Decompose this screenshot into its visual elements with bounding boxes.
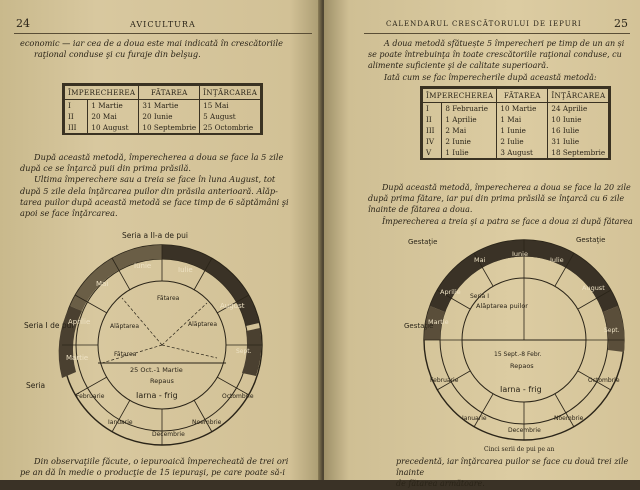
table-header: FĂTAREA — [497, 89, 548, 103]
phase-label: Fătarea — [157, 295, 180, 302]
text-line: raţional conduse şi cu furaje din belşug. — [34, 49, 201, 60]
table-cell: 1 Martie — [88, 100, 139, 112]
table-cell: III — [423, 125, 442, 136]
month-label: Iulie — [178, 266, 193, 274]
series-label: Seria — [26, 381, 46, 390]
table-cell: I — [65, 100, 88, 112]
month-label: Aprilie — [440, 288, 461, 296]
table-row — [65, 100, 261, 112]
table-cell: 10 August — [88, 122, 139, 133]
month-label: Decembrie — [508, 427, 541, 434]
table-cell: 5 August — [200, 111, 261, 122]
gestation-label: Gestaţie — [576, 236, 606, 244]
table-cell: 1 Iulie — [442, 147, 497, 158]
text-line: precedentă, iar înţărcarea puilor se face cu două trei zile înainte — [396, 457, 629, 478]
table-cell: 2 Iunie — [442, 136, 497, 147]
diagram-caption: Cinci serii de pui pe an — [484, 446, 555, 453]
repaus-dates: 25 Oct.-1 Martie — [130, 366, 183, 374]
text-line: tarea puilor după această metodă se face timp de 6 săptămâni şi — [20, 196, 289, 207]
table-cell: 10 Septembrie — [139, 122, 200, 133]
right-breeding-diagram — [404, 232, 634, 448]
table-cell: IV — [423, 136, 442, 147]
text-line: economic — iar cea de a doua este mai indicată în crescătoriile — [20, 38, 283, 48]
phase-label: Alăptarea — [110, 323, 139, 330]
table-row — [65, 122, 261, 133]
paragraph-1 — [368, 38, 624, 83]
paragraph-2 — [20, 152, 289, 219]
text-line: după ce se înţarcă puii din prima prăsilă. — [20, 163, 192, 174]
table-cell: III — [65, 122, 88, 133]
right-page — [324, 0, 640, 489]
header-rule — [14, 33, 312, 34]
text-line: apoi se face înţărcarea. — [20, 208, 118, 219]
text-line: pe an dă în medie o producţie de 15 iepuraşi, pe care poate să-i — [20, 467, 285, 478]
mating-table — [420, 86, 611, 160]
repaus-label: Repaos — [510, 362, 534, 370]
phase-label: Fătarea — [114, 351, 137, 358]
table-cell: 16 Iulie — [548, 125, 609, 136]
text-line: Din observaţiile făcute, o iepuroaică împerecheată de trei ori — [34, 456, 289, 466]
table-cell: 1 Iunie — [497, 125, 548, 136]
left-breeding-diagram — [22, 228, 312, 458]
table-cell: II — [423, 114, 442, 125]
phase-label: Alăptarea — [188, 321, 217, 328]
text-line: de fătarea armătoare. — [396, 479, 485, 489]
table-cell: 1 Aprilie — [442, 114, 497, 125]
header-rule — [364, 33, 630, 34]
month-label: Martie — [66, 354, 89, 362]
month-label: Octombrie — [222, 393, 254, 400]
month-label: Februarie — [76, 393, 105, 400]
table-cell: 25 Octombrie — [200, 122, 261, 133]
table-cell: 20 Iunie — [139, 111, 200, 122]
series-label: Seria a II-a de pui — [122, 231, 188, 240]
paragraph-3 — [20, 456, 288, 478]
month-label: Decembrie — [152, 431, 185, 438]
text-line: Împerecherea a treia şi a patra se face a doua zi după fătarea — [382, 216, 633, 226]
table-cell: 31 Iulie — [548, 136, 609, 147]
month-label: Noembrie — [192, 419, 222, 426]
month-label: Iulie — [550, 256, 564, 264]
gestation-label: Gestaţie — [404, 322, 434, 330]
table-cell: II — [65, 111, 88, 122]
page-number: 24 — [16, 17, 30, 30]
table-cell: 1 Mai — [497, 114, 548, 125]
gestation-label: Gestaţie — [408, 238, 438, 246]
table-cell: V — [423, 147, 442, 158]
month-label: Mai — [96, 280, 109, 288]
winter-label: Iarna - frig — [500, 385, 542, 394]
text-line: înainte de fătarea a doua. — [368, 205, 473, 215]
month-label: Iunie — [134, 262, 152, 270]
text-line: după prima fătare, iar pui din prima prăsilă se înţarcă cu 6 zile — [368, 194, 625, 204]
text-line: După această metodă, împerecherea a doua se face la 5 zile — [34, 152, 284, 162]
text-line: Iată cum se fac împerecherile după această metodă: — [384, 72, 597, 82]
table-cell: 15 Mai — [200, 100, 261, 112]
repaus-label: Repaus — [150, 377, 174, 385]
repaus-dates: 15 Sept.-8 Febr. — [494, 351, 542, 358]
phase-label: Alăptarea puilor — [476, 302, 528, 310]
table-row — [423, 103, 609, 115]
month-label: Octombrie — [588, 377, 620, 384]
table-row — [423, 147, 609, 158]
winter-label: Iarna - frig — [136, 391, 178, 400]
running-head: CALENDARUL CRESCĂTORULUI DE IEPURI — [386, 20, 582, 28]
running-head: AVICULTURA — [130, 20, 196, 29]
table-cell: 3 August — [497, 147, 548, 158]
month-label: August — [220, 302, 245, 310]
text-line: Ultima împerechere sau a treia se face în luna August, tot — [34, 174, 276, 185]
table-cell: 10 Martie — [497, 103, 548, 115]
month-label: Iunie — [512, 250, 528, 258]
series-label: Seria I de pui — [24, 321, 74, 330]
table-header: ÎNŢĂRCAREA — [200, 86, 261, 100]
text-line: alimente suficiente şi de calitate superioară. — [368, 61, 549, 71]
paragraph-2 — [368, 182, 633, 227]
month-label: August — [582, 284, 605, 292]
table-cell: 10 Iunie — [548, 114, 609, 125]
table-cell: 2 Iulie — [497, 136, 548, 147]
month-label: Mai — [474, 256, 486, 264]
table-header: ÎMPERECHEREA — [65, 86, 139, 100]
table-row — [423, 125, 609, 136]
table-cell: 24 Aprilie — [548, 103, 609, 115]
table-cell: 31 Martie — [139, 100, 200, 112]
table-cell: I — [423, 103, 442, 115]
month-label: Noembrie — [554, 415, 584, 422]
table-cell: 8 Februarie — [442, 103, 497, 115]
table-row — [423, 136, 609, 147]
phase-label: Seria I — [470, 293, 489, 300]
paragraph-1 — [20, 38, 283, 60]
text-line: După această metodă, împerecherea a doua se face la 20 zile — [382, 183, 631, 192]
table-row — [65, 111, 261, 122]
month-label: Sept. — [236, 348, 252, 355]
month-label: Sept. — [604, 327, 620, 334]
table-row — [423, 114, 609, 125]
paragraph-3 — [396, 456, 640, 490]
text-line: după 5 zile dela înţărcarea puilor din prăsila anterioară. Alăp- — [20, 185, 278, 196]
text-line: se poate întrebuinţa în toate crescătoriile raţional conduse, cu — [368, 50, 622, 60]
table-cell: 2 Mai — [442, 125, 497, 136]
month-label: Februarie — [430, 377, 459, 384]
table-header: FĂTAREA — [139, 86, 200, 100]
table-cell: 20 Mai — [88, 111, 139, 122]
table-header: ÎMPERECHEREA — [423, 89, 497, 103]
month-label: Martie — [428, 318, 449, 326]
month-label: Aprilie — [68, 318, 91, 326]
table-header: ÎNŢĂRCAREA — [548, 89, 609, 103]
month-label: Ianuarie — [462, 415, 487, 422]
mating-table — [62, 83, 263, 135]
month-label: Ianuarie — [108, 419, 133, 426]
page-number: 25 — [614, 17, 628, 30]
left-page — [0, 0, 322, 480]
table-cell: 18 Septembrie — [548, 147, 609, 158]
text-line: A doua metodă sfătuește 5 împerecheri pe timp de un an și — [384, 39, 625, 48]
